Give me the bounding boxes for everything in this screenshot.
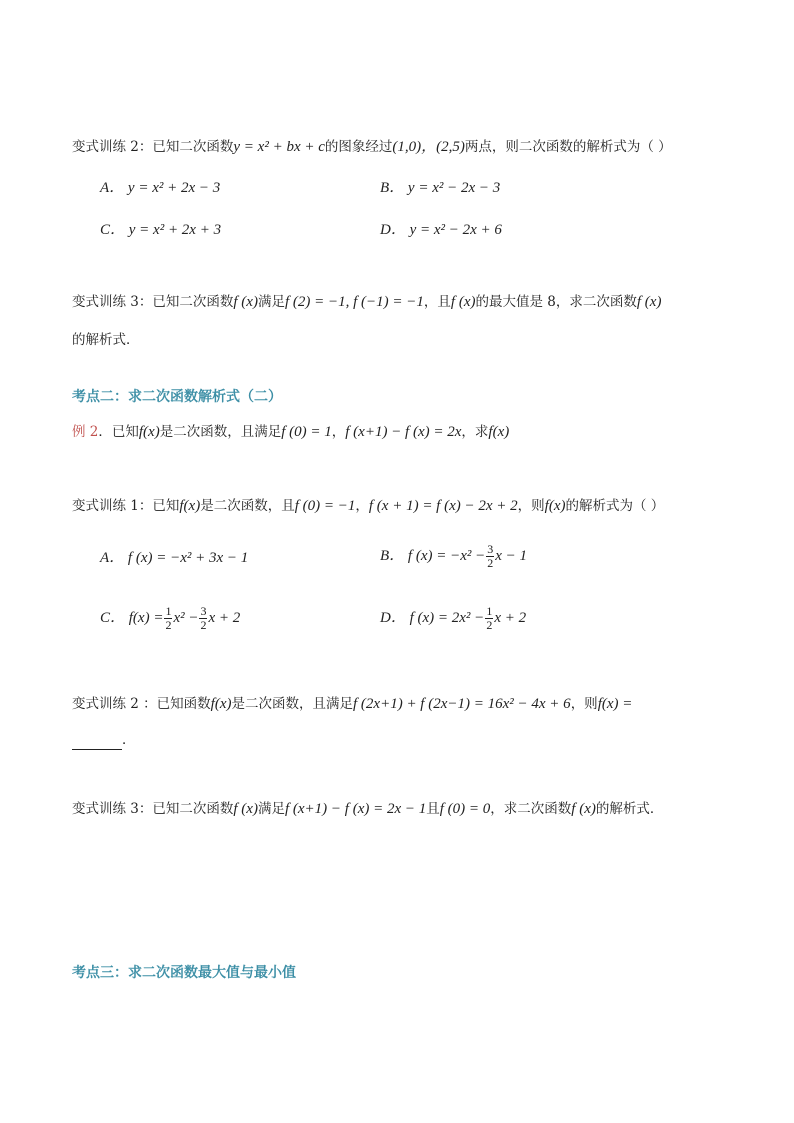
option-b: B． y = x² − 2x − 3 [380, 180, 501, 196]
section-heading-2: 考点二：求二次函数解析式（二） [72, 389, 282, 405]
formula: y = x² + bx + c [233, 139, 325, 155]
example-label: 例 2 [72, 424, 99, 440]
option-c: C． y = x² + 2x + 3 [100, 222, 222, 238]
option-a: A． y = x² + 2x − 3 [100, 180, 221, 196]
blank-line [72, 735, 122, 750]
exercise-b1-question: 变式训练 1：已知f(x)是二次函数，且f (0) = −1，f (x + 1) = f (x) − 2x + 2，则f(x)的解析式为（ ） [72, 498, 665, 514]
option-d: D． f (x) = 2x² − $\frac{1}{2}$ x + 2 [380, 604, 527, 632]
option-a: A． f (x) = −x² + 3x − 1 [100, 550, 249, 566]
exercise-b2-question: 变式训练 2 ：已知函数f(x)是二次函数，且满足f (2x+1) + f (2x−1) = 16x² − 4x + 6，则f(x) = [72, 696, 633, 712]
option-c: C． f(x) = $\frac{1}{2}$ x² − $\frac{3}{2}$ x + 2 [100, 604, 241, 632]
section-heading-3: 考点三：求二次函数最大值与最小值 [72, 965, 296, 981]
exercise-b3-question: 变式训练 3：已知二次函数f (x)满足f (x+1) − f (x) = 2x − 1且f (0) = 0，求二次函数f (x)的解析式． [72, 801, 664, 817]
exercise-v3-question: 变式训练 3：已知二次函数f (x)满足f (2) = −1, f (−1) = −1，且f (x)的最大值是 8，求二次函数f (x) [72, 294, 662, 310]
points: (1,0)，(2,5) [392, 139, 465, 155]
example-2: 例 2．已知f(x)是二次函数，且满足f (0) = 1，f (x+1) − f (x) = 2x，求f(x) [72, 424, 510, 440]
exercise-v3-line2: 的解析式． [72, 332, 140, 348]
option-b: B． f (x) = −x² − $\frac{3}{2}$ x − 1 [380, 542, 528, 570]
answer-blank: ． [72, 730, 136, 750]
option-d: D． y = x² − 2x + 6 [380, 222, 502, 238]
exercise-v2-question: 变式训练 2：已知二次函数y = x² + bx + c的图象经过(1,0)，(2,5)两点，则二次函数的解析式为（ ） [72, 139, 672, 155]
